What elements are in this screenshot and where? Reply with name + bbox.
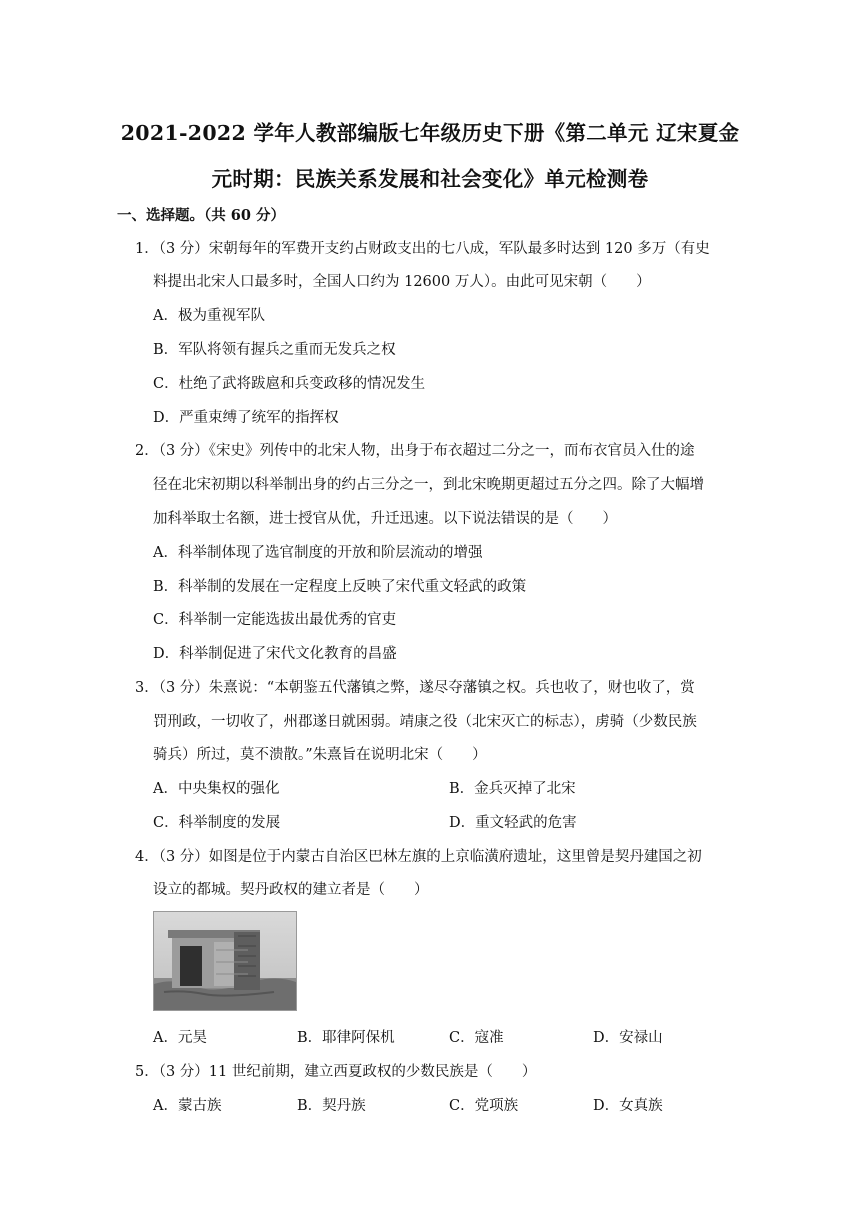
question-5-stem-line-1: 5．（3 分）11 世纪前期，建立西夏政权的少数民族是（ ） [135,1064,537,1080]
question-4-stem-line-1: 4．（3 分）如图是位于内蒙古自治区巴林左旗的上京临潢府遗址，这里曾是契丹建国之初 [135,849,702,865]
question-2-stem-line-3: 加科举取士名额，进士授官从优，升迁迅速。以下说法错误的是（ ） [153,511,617,527]
question-4-option-d: D．安禄山 [593,1030,663,1046]
question-4-option-a: A．元昊 [153,1030,207,1046]
section-heading: 一、选择题。（共 60 分） [117,207,286,224]
question-3-stem-line-2: 罚刑政，一切收了，州郡遂日就困弱。靖康之役（北宋灭亡的标志），虏骑（少数民族 [153,714,697,730]
question-2-option-a: A．科举制体现了选官制度的开放和阶层流动的增强 [153,545,483,561]
question-1-option-a: A．极为重视军队 [153,308,265,324]
question-5-option-a: A．蒙古族 [153,1098,222,1114]
document-title-line-2: 元时期：民族关系发展和社会变化》单元检测卷 [211,167,649,191]
question-2-option-d: D．科举制促进了宋代文化教育的昌盛 [153,646,397,662]
question-1-option-d: D．严重束缚了统军的指挥权 [153,410,339,426]
question-4-option-c: C．寇准 [449,1030,504,1046]
question-3-stem-line-1: 3．（3 分）朱熹说：“本朝鉴五代藩镇之弊，遂尽夺藩镇之权。兵也收了，财也收了，赏 [135,680,695,696]
question-1-option-c: C．杜绝了武将跋扈和兵变政移的情况发生 [153,376,426,392]
question-4-option-b: B．耶律阿保机 [297,1030,395,1046]
question-5-option-d: D．女真族 [593,1098,663,1114]
question-2-option-b: B．科举制的发展在一定程度上反映了宋代重文轻武的政策 [153,579,527,595]
question-5-option-c: C．党项族 [449,1098,519,1114]
question-3-option-b: B．金兵灭掉了北宋 [449,781,576,797]
question-2-option-c: C．科举制一定能选拔出最优秀的官吏 [153,612,397,628]
question-3-option-d: D．重文轻武的危害 [449,815,577,831]
question-1-stem-line-1: 1．（3 分）宋朝每年的军费开支约占财政支出的七八成，军队最多时达到 120 多万（有史 [135,241,710,257]
question-2-stem-line-1: 2．（3 分）《宋史》列传中的北宋人物，出身于布衣超过二分之一，而布衣官员入仕的途 [135,443,695,459]
question-5-option-b: B．契丹族 [297,1098,366,1114]
question-1-option-b: B．军队将领有握兵之重而无发兵之权 [153,342,396,358]
question-3-option-a: A．中央集权的强化 [153,781,280,797]
question-1-stem-line-2: 料提出北宋人口最多时，全国人口约为 12600 万人）。由此可见宋朝（ ） [153,274,651,290]
question-3-option-c: C．科举制度的发展 [153,815,281,831]
question-3-stem-line-3: 骑兵）所过，莫不溃散。”朱熹旨在说明北宋（ ） [153,747,487,763]
ruins-photo [153,911,297,1011]
question-2-stem-line-2: 径在北宋初期以科举制出身的约占三分之一，到北宋晚期更超过五分之四。除了大幅增 [153,477,704,493]
question-4-stem-line-2: 设立的都城。契丹政权的建立者是（ ） [153,882,429,898]
document-title-line-1: 2021-2022 学年人教部编版七年级历史下册《第二单元 辽宋夏金 [120,121,740,145]
